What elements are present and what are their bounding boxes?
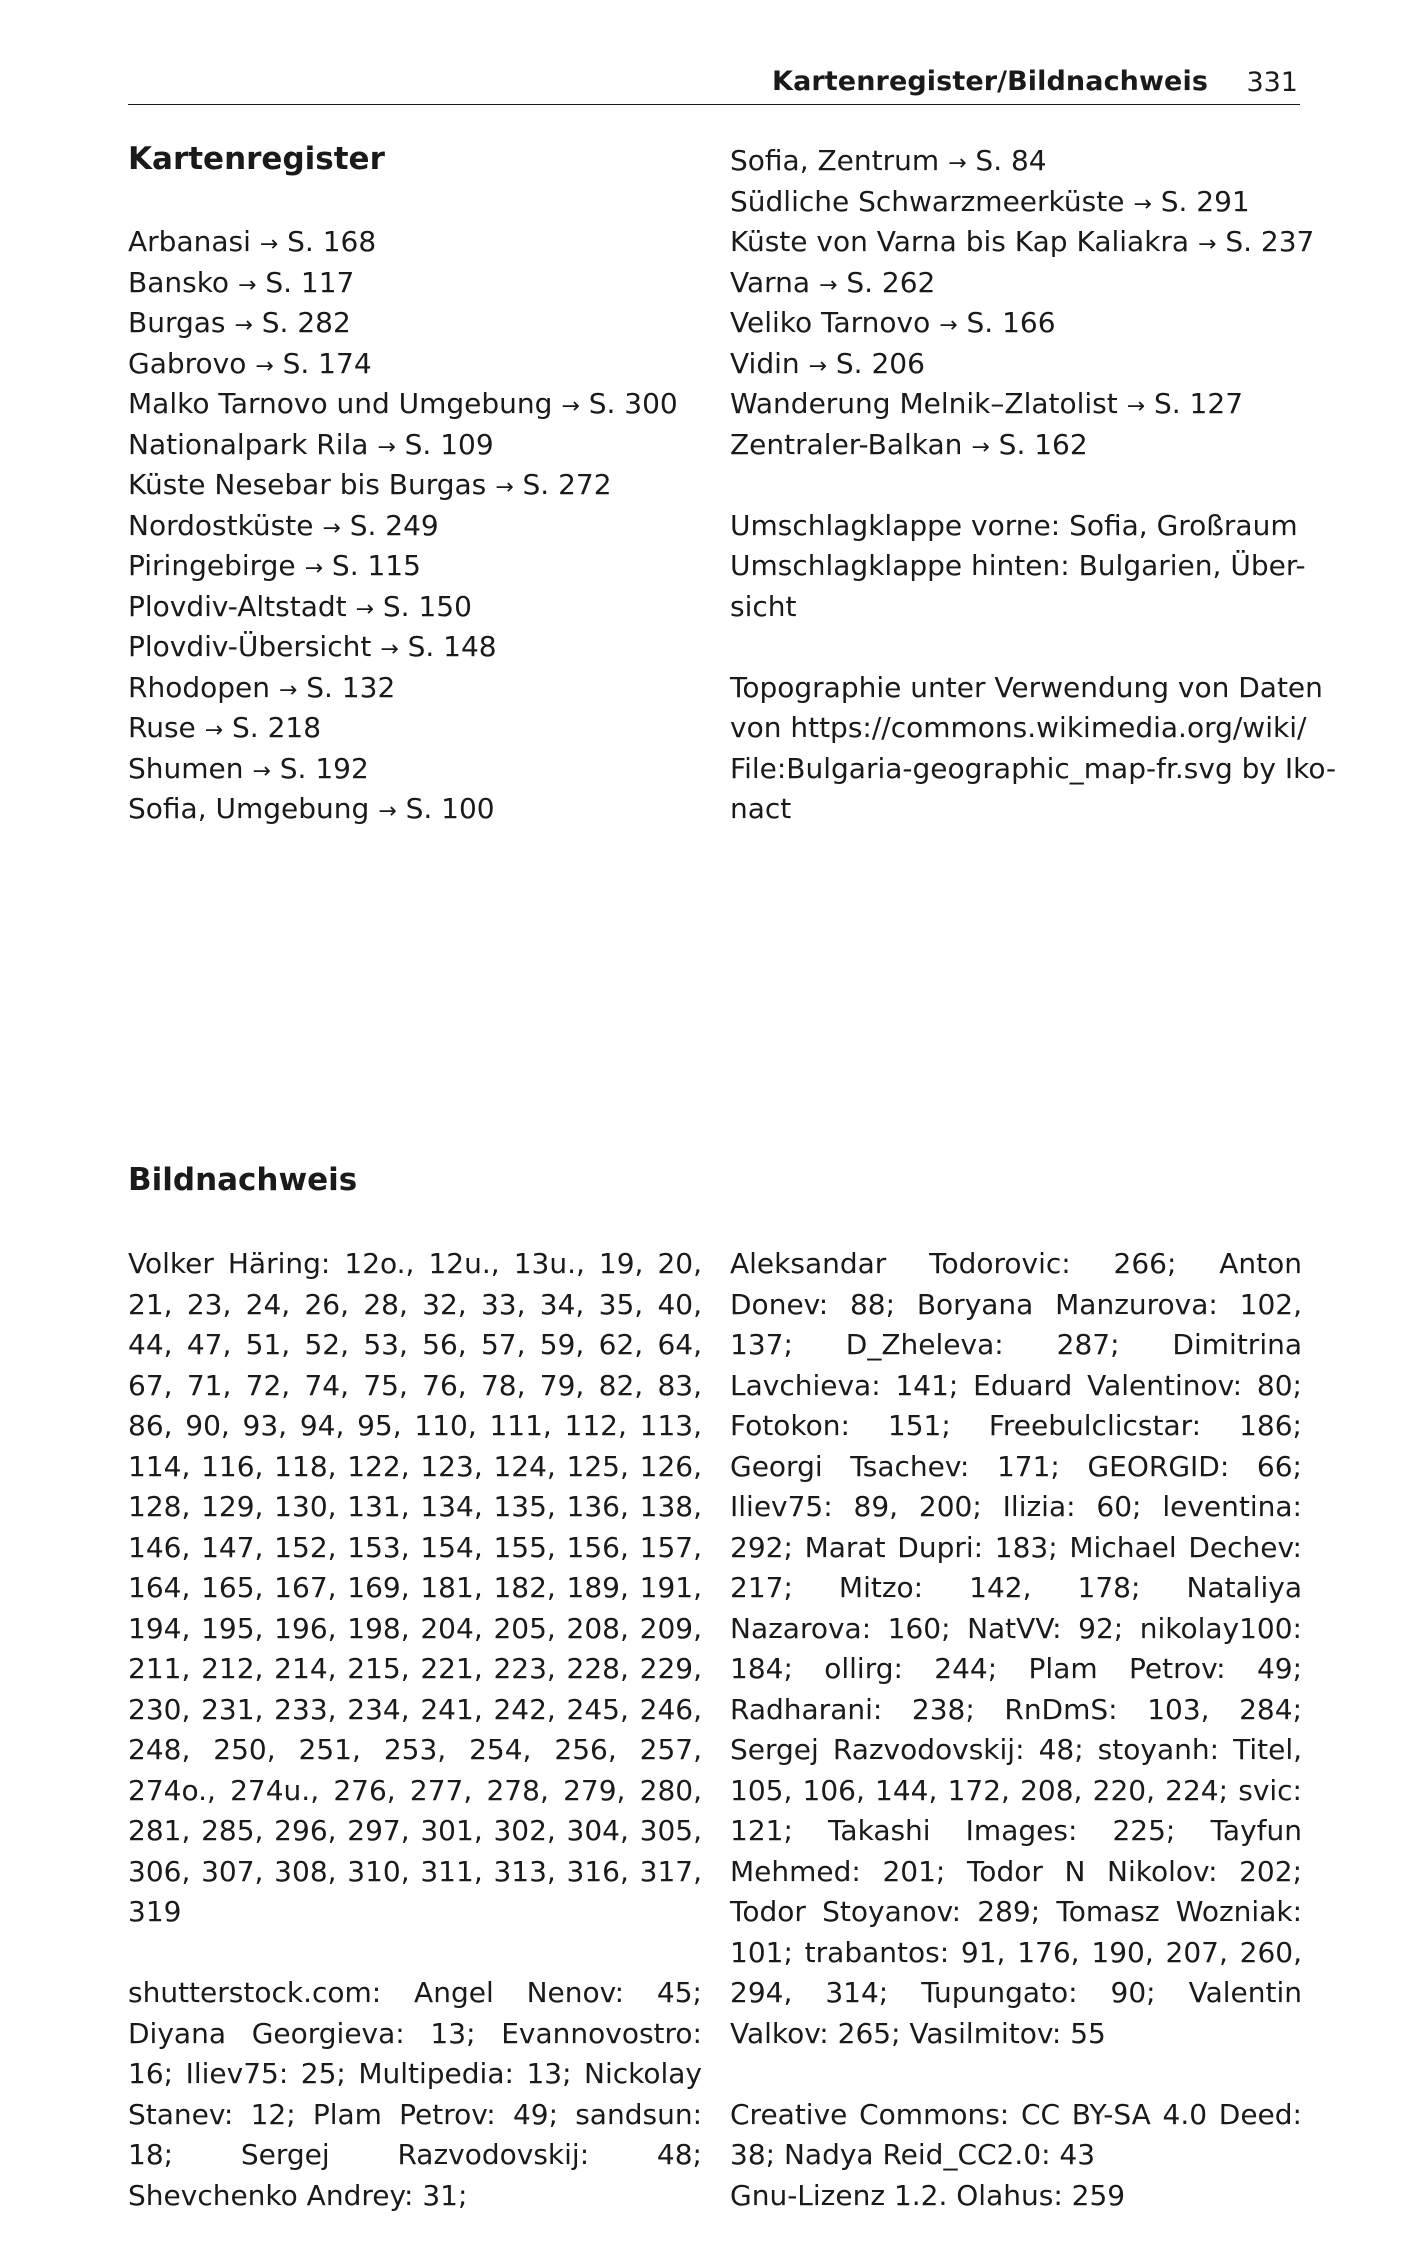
cover-back-note-line1: Umschlagklappe hinten: Bulgarien, Über- [730, 549, 1306, 582]
cover-back-note-line2: sicht [730, 589, 797, 623]
map-entry: Küste von Varna bis Kap Kaliakra → S. 237 [730, 225, 1315, 258]
map-entry: Nationalpark Rila → S. 109 [128, 427, 494, 461]
map-entry: Plovdiv-Altstadt → S. 150 [128, 589, 472, 623]
photo-credits-gnu-license: Gnu-Lizenz 1.2. Olahus: 259 [730, 2178, 1126, 2212]
map-entry: Varna → S. 262 [730, 265, 936, 299]
kartenregister-heading: Kartenregister [128, 141, 385, 177]
map-entry: Rhodopen → S. 132 [128, 670, 396, 704]
map-entry: Südliche Schwarzmeerküste → S. 291 [730, 184, 1250, 218]
map-entry: Plovdiv-Übersicht → S. 148 [128, 630, 497, 663]
map-entry: Veliko Tarnovo → S. 166 [730, 306, 1056, 339]
bildnachweis-right-column [730, 1244, 1302, 2216]
photo-credits-list: Aleksandar Todorovic: 266; Anton Donev: 88; Boryana Manzurova: 102, 137; D_Zheleva: 287; Dimitrina Lavchieva: 141; Eduard Valentinov: 80; Fotokon: 151; Freebulclicstar: 186; Georgi Tsachev: 171; GEORGID: 66; Iliev75: 89, 200; Ilizia: 60; leventina: 292; Marat Dupri: 183; Michael Dechev: 217; Mitzo: 142, 178; Nataliya Nazarova: 160; NatVV: 92; nikolay100: 184; ollirg: 244; Plam Petrov: 49; Radharani: 238; RnDmS: 103, 284; Sergej Razvodovskij: 48; stoyanh: Titel, 105, 106, 144, 172, 208, 220, 224; svic: 121; Takashi Images: 225; Tayfun Mehmed: 201; Todor N Nikolov: 202; Todor Stoyanov: 289; Tomasz Wozniak: 101; trabantos: 91, 176, 190, 207, 260, 294, 314; Tupungato: 90; Valentin Valkov: 265; Vasilmitov: 55 [730, 1247, 1302, 2050]
bildnachweis-heading: Bildnachweis [128, 1162, 358, 1198]
map-entry: Piringebirge → S. 115 [128, 549, 421, 582]
map-entry: Wanderung Melnik–Zlatolist → S. 127 [730, 387, 1244, 420]
kartenregister-left-list [128, 222, 708, 830]
topography-note-line4: nact [730, 792, 792, 825]
map-entry: Bansko → S. 117 [128, 265, 355, 299]
map-entry: Küste Nesebar bis Burgas → S. 272 [128, 468, 612, 501]
map-entry: Sofia, Umgebung → S. 100 [128, 792, 495, 825]
topography-note-line1: Topographie unter Verwendung von Daten [730, 670, 1323, 704]
page-number: 331 [1246, 67, 1298, 98]
map-entry: Arbanasi → S. 168 [128, 225, 377, 258]
map-entry: Gabrovo → S. 174 [128, 346, 372, 380]
map-entry: Burgas → S. 282 [128, 306, 351, 339]
topography-note-line2: von https://commons.wikimedia.org/wiki/ [730, 711, 1307, 744]
running-header [128, 62, 1300, 105]
kartenregister-right-list [730, 141, 1337, 830]
map-entry: Malko Tarnovo und Umgebung → S. 300 [128, 387, 678, 420]
topography-note-line3: File:Bulgaria-geographic_map-fr.svg by Iko- [730, 751, 1337, 785]
map-entry: Shumen → S. 192 [128, 751, 369, 785]
cover-front-note: Umschlagklappe vorne: Sofia, Großraum [730, 508, 1298, 542]
photo-credits-volker-haering: Volker Häring: 12o., 12u., 13u., 19, 20, 21, 23, 24, 26, 28, 32, 33, 34, 35, 40, 44, 47, 51, 52, 53, 56, 57, 59, 62, 64, 67, 71, 72, 74, 75, 76, 78, 79, 82, 83, 86, 90, 93, 94, 95, 110, 111, 112, 113, 114, 116, 118, 122, 123, 124, 125, 126, 128, 129, 130, 131, 134, 135, 136, 138, 146, 147, 152, 153, 154, 155, 156, 157, 164, 165, 167, 169, 181, 182, 189, 191, 194, 195, 196, 198, 204, 205, 208, 209, 211, 212, 214, 215, 221, 223, 228, 229, 230, 231, 233, 234, 241, 242, 245, 246, 248, 250, 251, 253, 254, 256, 257, 274o., 274u., 276, 277, 278, 279, 280, 281, 285, 296, 297, 301, 302, 304, 305, 306, 307, 308, 310, 311, 313, 316, 317, 319 [128, 1247, 702, 1928]
bildnachweis-left-column [128, 1244, 702, 2216]
map-entry: Nordostküste → S. 249 [128, 508, 439, 542]
map-entry: Sofia, Zentrum → S. 84 [730, 144, 1047, 177]
photo-credits-shutterstock: shutterstock.com: Angel Nenov: 45; Diyana Georgieva: 13; Evannovostro: 16; Iliev75: 25; Multipedia: 13; Nickolay Stanev: 12; Plam Petrov: 49; sandsun: 18; Sergej Razvodovskij: 48; Shevchenko Andrey: 31; [128, 1976, 702, 2212]
photo-credits-creative-commons: Creative Commons: CC BY-SA 4.0 Deed: 38; Nadya Reid_CC2.0: 43 [730, 2097, 1302, 2171]
running-title: Kartenregister/Bildnachweis [772, 66, 1208, 97]
map-entry: Ruse → S. 218 [128, 711, 322, 744]
map-entry: Zentraler-Balkan → S. 162 [730, 427, 1088, 461]
map-entry: Vidin → S. 206 [730, 346, 925, 380]
